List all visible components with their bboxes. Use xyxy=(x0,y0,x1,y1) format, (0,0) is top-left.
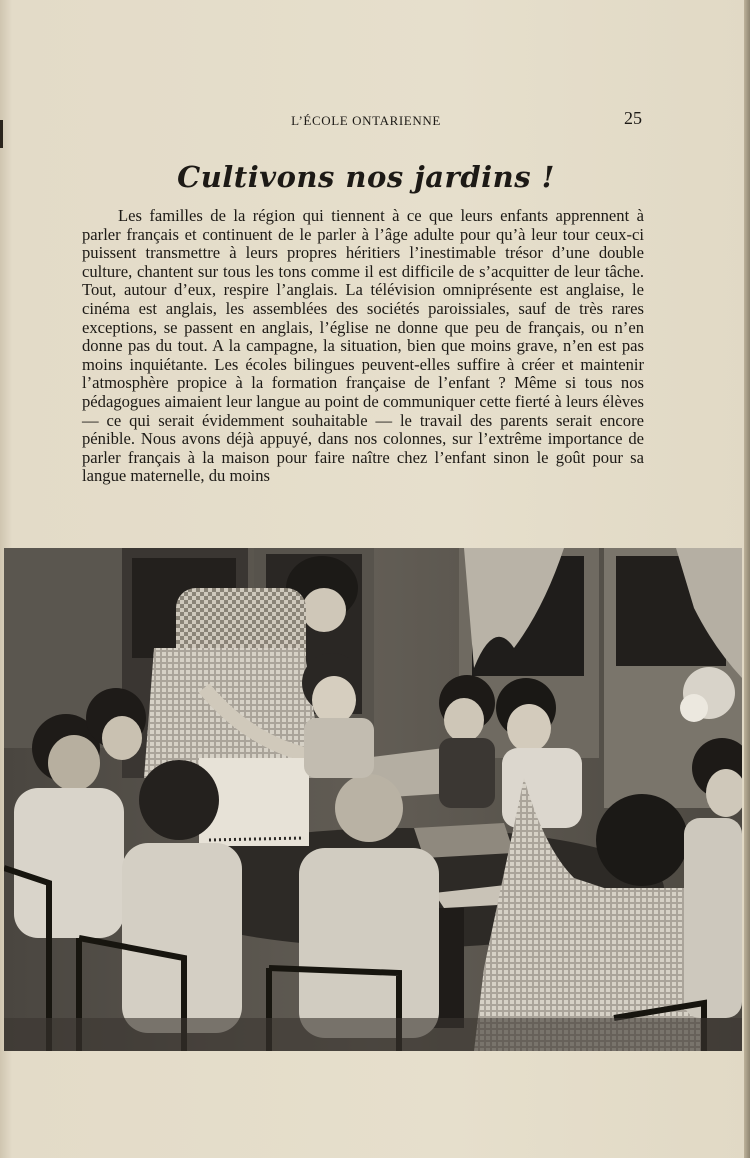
child-center xyxy=(335,774,403,842)
article-title: Cultivons nos jardins ! xyxy=(177,160,555,194)
child-front-left xyxy=(139,760,219,840)
child-front-right xyxy=(596,794,688,886)
binding-mark xyxy=(0,120,3,148)
page-binding-edge xyxy=(744,0,750,1158)
article-body: Les familles de la région qui tiennent à ce que leurs enfants apprennent à parler français et continuent de le parler à l’âge adulte pour qu’à leur tour ceux-ci puissent transmettre à leurs propres héritiers l’inestimable trésor d’une double culture, chantent sur tous les tons comme il est difficile de s’acquitter de leur tâche. Tout, autour d’eux, respire l’anglais. La télévision omniprésente est anglaise, le cinéma est anglais, les assemblées des sociétés paroissiales, sauf de très rares exceptions, se passent en anglais, l’église ne donne que peu de français, ou n’en donne pas du tout. A la campagne, la situation, bien que moins grave, n’en est pas moins inquiétante. Les écoles bilingues peuvent-elles suffire à créer et maintenir l’atmosphère propice à la formation française de l’enfant ? Même si tous nos pédagogues aimaient leur langue au point de communiquer cette fierté à leurs élèves — ce qui serait évidemment souhaitable — le travail des parents serait encore pénible. Nous avons déjà appuyé, dans nos colonnes, sur l’extrême importance de parler français à la maison pour faire naître chez l’enfant sinon le goût pour sa langue maternelle, du moins xyxy=(82,206,644,486)
journal-name: L’ÉCOLE ONTARIENNE xyxy=(291,113,441,128)
page-number: 25 xyxy=(624,108,642,128)
running-head xyxy=(88,108,644,132)
classroom-photo xyxy=(4,548,742,1051)
